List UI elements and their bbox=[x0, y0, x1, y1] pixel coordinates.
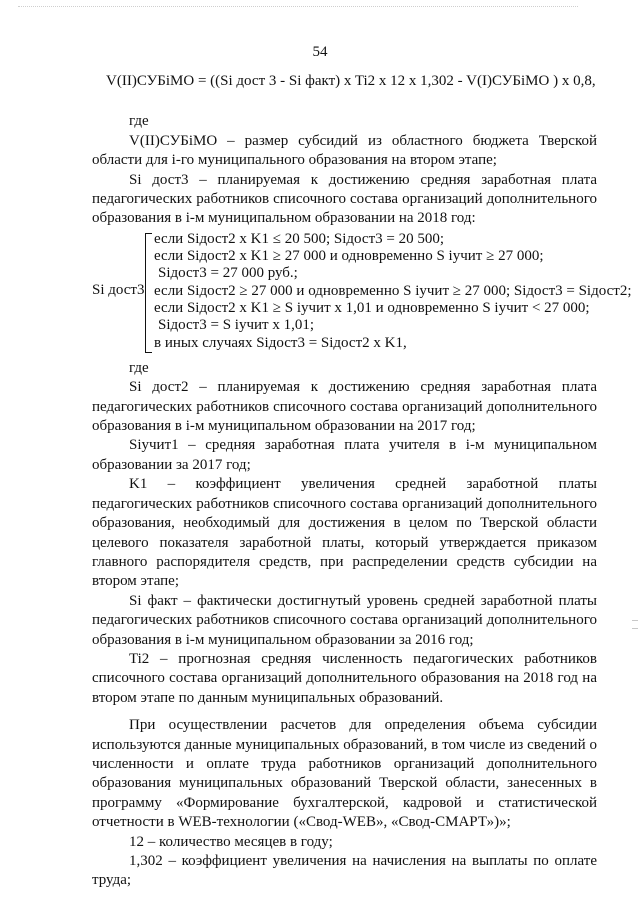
case-row: Siдост3 = 27 000 руб.; bbox=[158, 265, 298, 282]
case-brace bbox=[145, 233, 152, 353]
case-row: если Siдост2 x K1 ≥ S iучит x 1,01 и одновременно S iучит < 27 000; bbox=[154, 300, 590, 317]
case-row: если Siдост2 ≥ 27 000 и одновременно S iучит ≥ 27 000; Siдост3 = Siдост2; bbox=[154, 282, 632, 299]
scan-header-artifact bbox=[18, 6, 578, 8]
definition-v-subsidy: V(II)СУБiМО – размер субсидий из областного бюджета Тверской области для i-го муниципального образования на втором этапе; bbox=[92, 132, 597, 169]
scan-margin-mark bbox=[632, 628, 638, 629]
scan-margin-mark bbox=[632, 620, 638, 621]
piecewise-lhs: Si дост3 bbox=[92, 281, 145, 298]
definition-si-dost3: Si дост3 – планируемая к достижению средняя заработная плата педагогических работников списочного состава организаций дополнительного образования в i-м муниципальном образовании на 2018 год: bbox=[92, 171, 597, 227]
case-row: если Siдост2 x K1 ≤ 20 500; Siдост3 = 20 500; bbox=[154, 230, 445, 247]
definition-k1: K1 – коэффициент увеличения средней заработной платы педагогических работников списочного состава организаций дополнительного образования, необходимый для достижения в целом по Тверской области целевого показателя заработной платы, который утверждается приказом главного распорядителя средств, при распределении средств субсидии на втором этапе; bbox=[92, 476, 597, 590]
where-label: где bbox=[129, 359, 149, 376]
definition-si-dost2: Si дост2 – планируемая к достижению средняя заработная плата педагогических работников списочного состава организаций дополнительного образования в i-м муниципальном образовании на 2017 год; bbox=[92, 379, 597, 435]
definition-12: 12 – количество месяцев в году; bbox=[129, 833, 333, 850]
case-row: Siдост3 = S iучит x 1,01; bbox=[158, 317, 314, 334]
definition-ti2: Ti2 – прогнозная средняя численность педагогических работников списочного состава организаций дополнительного образования на 2018 год на втором этапе по данным муниципальных образований. bbox=[92, 650, 597, 706]
main-formula: V(II)СУБiМО = ((Si дост 3 - Si факт) x Ti2 x 12 x 1,302 - V(I)СУБiМО ) x 0,8, bbox=[106, 73, 596, 89]
definition-1302: 1,302 – коэффициент увеличения на начисления на выплаты по оплате труда; bbox=[92, 853, 597, 889]
case-row: если Siдост2 x K1 ≥ 27 000 и одновременно S iучит ≥ 27 000; bbox=[154, 248, 544, 265]
definition-si-uchit: Siучит1 – средняя заработная плата учителя в i-м муниципальном образовании за 2017 год; bbox=[92, 437, 597, 473]
page-number: 54 bbox=[312, 44, 328, 60]
piecewise-definition bbox=[92, 230, 632, 355]
definition-si-fakt: Si факт – фактически достигнутый уровень средней заработной платы педагогических работников списочного состава организаций дополнительного образования в i-м муниципальном образовании за 2016 год; bbox=[92, 592, 597, 648]
case-row: в иных случаях Siдост3 = Siдост2 x K1, bbox=[154, 334, 407, 351]
calculation-data-paragraph: При осуществлении расчетов для определения объема субсидии используются данные муниципальных образований, в том числе из сведений о численности и оплате труда работников организаций дополнительного образования муниципальных образований Тверской области, занесенных в программу «Формирование бухгалтерской, кадровой и статистической отчетности в WEB-технологии («Свод-WEB», «Свод-СМАРТ»)»; bbox=[92, 717, 597, 831]
where-label: где bbox=[129, 113, 149, 130]
document-body bbox=[92, 72, 632, 891]
case-list bbox=[154, 230, 632, 352]
